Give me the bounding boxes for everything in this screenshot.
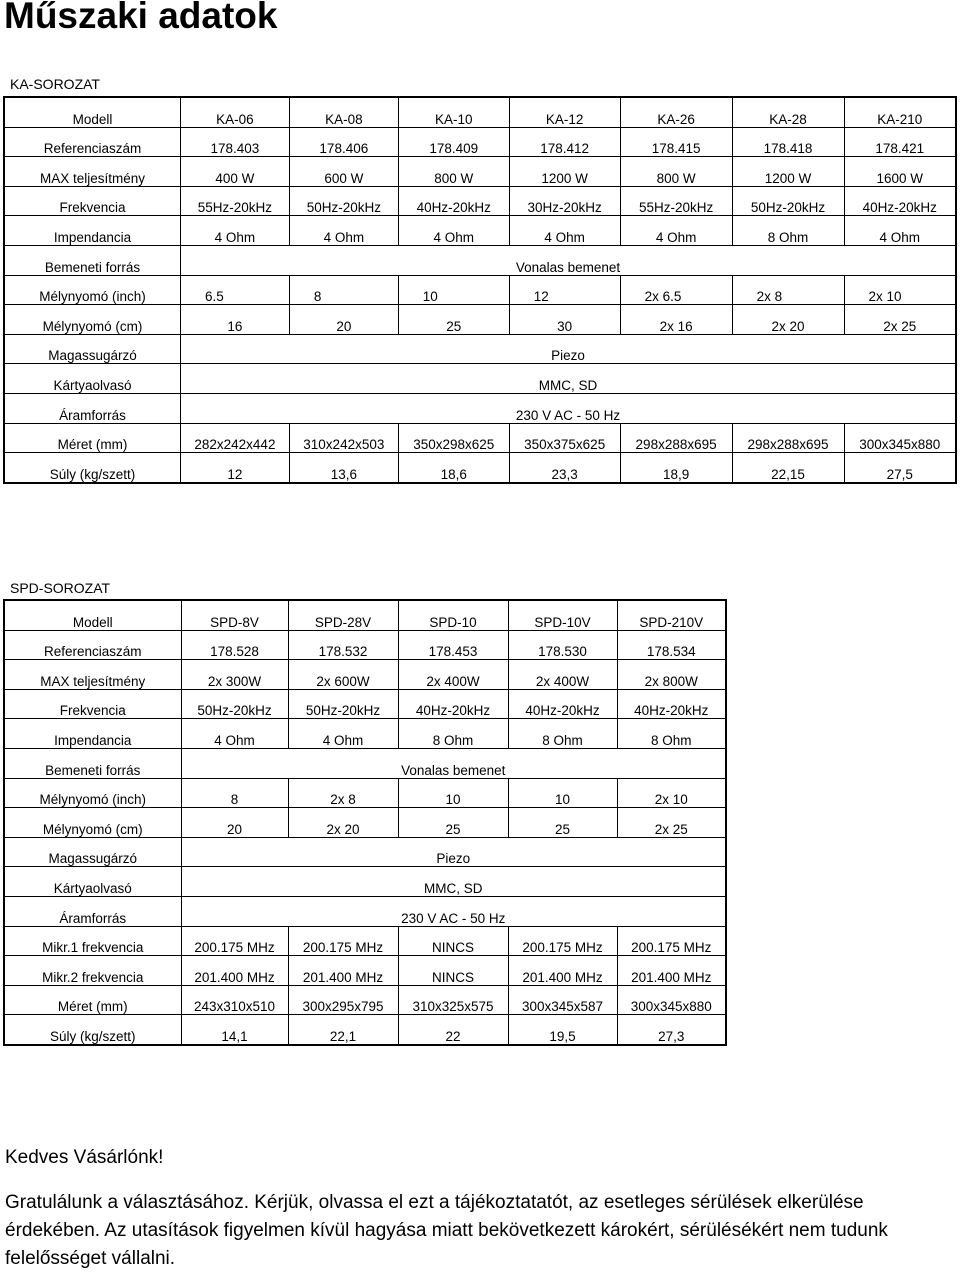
ka-series-label: KA-SOROZAT [10,76,100,92]
row-label: Bemeneti forrás [4,245,180,275]
value-cell: 178.453 [398,630,508,660]
value-cell: 40Hz-20kHz [617,689,726,719]
spd-row-max-teljesitmeny [4,660,726,690]
row-label: Méret (mm) [4,423,180,453]
value-cell: 178.406 [289,127,398,157]
value-cell: 298x288x695 [620,423,732,453]
value-cell: 30Hz-20kHz [509,186,620,216]
spd-row-kartyaolvaso [4,867,726,897]
value-cell: 4 Ohm [181,719,288,749]
value-cell: 22,1 [288,1015,398,1045]
value-cell: KA-08 [289,97,398,127]
row-label: MAX teljesítmény [4,157,180,187]
ka-row-referenciaszam [4,127,956,157]
row-label: Mélynyomó (inch) [4,778,181,808]
row-label: Kártyaolvasó [4,867,181,897]
value-cell: KA-12 [509,97,620,127]
ka-row-frekvencia [4,186,956,216]
value-cell: 4 Ohm [398,216,509,246]
value-cell: NINCS [398,956,508,986]
value-cell: 2x 800W [617,660,726,690]
value-cell: 10 [398,275,509,305]
value-cell: 40Hz-20kHz [398,186,509,216]
ka-row-aramforras [4,393,956,423]
value-cell: 300x345x880 [617,985,726,1015]
value-cell: 14,1 [181,1015,288,1045]
ka-row-kartyaolvaso [4,364,956,394]
row-label: Referenciaszám [4,127,180,157]
value-cell: KA-06 [180,97,289,127]
row-label: Modell [72,614,113,630]
value-cell: 2x 20 [732,305,844,335]
value-cell: 800 W [620,157,732,187]
spd-row-mikr-1-frekvencia [4,926,726,956]
ka-row-impendancia [4,216,956,246]
value-cell: 178.409 [398,127,509,157]
value-cell: 2x 6.5 [620,275,732,305]
value-cell: 8 Ohm [508,719,617,749]
row-label: Áramforrás [4,393,180,423]
ka-row-modell [4,97,956,127]
value-cell: 350x375x625 [509,423,620,453]
value-cell: 178.421 [844,127,956,157]
value-cell: 50Hz-20kHz [289,186,398,216]
row-label: MAX teljesítmény [4,660,181,690]
value-cell: 201.400 MHz [181,956,288,986]
value-cell: 2x 400W [398,660,508,690]
value-cell: 2x 25 [617,808,726,838]
value-cell: 178.534 [617,630,726,660]
value-cell: KA-26 [620,97,732,127]
merged-value-cell: MMC, SD [181,867,726,897]
value-cell: SPD-28V [288,600,398,630]
row-label: Mikr.1 frekvencia [4,926,181,956]
value-cell: 13,6 [289,453,398,483]
spd-row-melynyomo-cm [4,808,726,838]
value-cell: 8 [181,778,288,808]
value-cell: 12 [509,275,620,305]
value-cell: 2x 400W [508,660,617,690]
value-cell: 50Hz-20kHz [288,689,398,719]
value-cell: 22 [398,1015,508,1045]
value-cell: 18,9 [620,453,732,483]
value-cell: 800 W [398,157,509,187]
value-cell: 10 [398,778,508,808]
row-label: Súly (kg/szett) [4,1015,181,1045]
value-cell: 243x310x510 [181,985,288,1015]
value-cell: 8 Ohm [732,216,844,246]
value-cell: 178.412 [509,127,620,157]
value-cell: 27,3 [617,1015,726,1045]
spd-row-frekvencia [4,689,726,719]
value-cell: 27,5 [844,453,956,483]
value-cell: 22,15 [732,453,844,483]
value-cell: 300x345x880 [844,423,956,453]
value-cell: 23,3 [509,453,620,483]
row-label: Méret (mm) [4,985,181,1015]
row-label: Mikr.2 frekvencia [4,956,181,986]
value-cell: 55Hz-20kHz [620,186,732,216]
value-cell: 4 Ohm [509,216,620,246]
value-cell: 2x 10 [617,778,726,808]
value-cell: 4 Ohm [288,719,398,749]
value-cell: 20 [289,305,398,335]
value-cell: 25 [508,808,617,838]
value-cell: 40Hz-20kHz [398,689,508,719]
greeting-text: Kedves Vásárlónk! [5,1147,164,1168]
value-cell: 178.528 [181,630,288,660]
instructions-paragraph: Gratulálunk a választásához. Kérjük, olvassa el ezt a tájékoztatatót, az esetleges sérülések elkerülése érdekében. Az utasítások figyelmen kívül hagyása miatt bekövetkezett károkért, sérülésékért nem tudunk felelősséget vállalni. [5,1192,888,1269]
value-cell: 2x 8 [288,778,398,808]
value-cell: 2x 300W [181,660,288,690]
value-cell: 201.400 MHz [288,956,398,986]
value-cell: 201.400 MHz [617,956,726,986]
value-cell: 300x295x795 [288,985,398,1015]
row-label: Magassugárzó [4,837,181,867]
value-cell: 4 Ohm [844,216,956,246]
value-cell: 298x288x695 [732,423,844,453]
merged-value-cell: 230 V AC - 50 Hz [180,393,956,423]
value-cell: 10 [508,778,617,808]
spd-spec-table [3,599,727,1046]
value-cell: 50Hz-20kHz [732,186,844,216]
row-label: Kártyaolvasó [4,364,180,394]
value-cell: 4 Ohm [620,216,732,246]
row-label: Modell [72,111,113,127]
ka-spec-table [3,96,957,484]
row-label: Bemeneti forrás [4,748,181,778]
row-label: Magassugárzó [4,334,180,364]
ka-row-suly-kg-szett [4,453,956,483]
spd-row-suly-kg-szett [4,1015,726,1045]
value-cell: 12 [180,453,289,483]
value-cell: 19,5 [508,1015,617,1045]
row-label: Mélynyomó (cm) [4,305,180,335]
value-cell: 6.5 [180,275,289,305]
value-cell: 2x 25 [844,305,956,335]
spd-row-referenciaszam [4,630,726,660]
value-cell: 2x 8 [732,275,844,305]
spd-row-magassugarzo [4,837,726,867]
value-cell: 178.530 [508,630,617,660]
merged-value-cell: Piezo [180,334,956,364]
value-cell: 55Hz-20kHz [180,186,289,216]
value-cell: 18,6 [398,453,509,483]
value-cell: 2x 10 [844,275,956,305]
row-label: Súly (kg/szett) [4,453,180,483]
spd-row-impendancia [4,719,726,749]
row-label: Frekvencia [4,689,181,719]
page-title: Műszaki adatok [4,0,278,36]
value-cell: SPD-10 [398,600,508,630]
value-cell: 200.175 MHz [617,926,726,956]
ka-row-melynyomo-inch [4,275,956,305]
ka-row-max-teljesitmeny [4,157,956,187]
value-cell: KA-28 [732,97,844,127]
ka-row-melynyomo-cm [4,305,956,335]
value-cell: SPD-210V [617,600,726,630]
spd-row-melynyomo-inch [4,778,726,808]
value-cell: 50Hz-20kHz [181,689,288,719]
merged-value-cell: Vonalas bemenet [181,748,726,778]
value-cell: 4 Ohm [180,216,289,246]
value-cell: 20 [181,808,288,838]
row-label: Mélynyomó (cm) [4,808,181,838]
value-cell: 30 [509,305,620,335]
merged-value-cell: Piezo [181,837,726,867]
merged-value-cell: Vonalas bemenet [180,245,956,275]
merged-value-cell: MMC, SD [180,364,956,394]
spd-row-meret-mm [4,985,726,1015]
row-label: Impendancia [4,719,181,749]
spd-row-mikr-2-frekvencia [4,956,726,986]
value-cell: 300x345x587 [508,985,617,1015]
value-cell: 1600 W [844,157,956,187]
value-cell: 178.403 [180,127,289,157]
value-cell: 25 [398,305,509,335]
value-cell: 40Hz-20kHz [508,689,617,719]
value-cell: KA-10 [398,97,509,127]
value-cell: 282x242x442 [180,423,289,453]
value-cell: 178.418 [732,127,844,157]
spd-row-aramforras [4,896,726,926]
value-cell: 40Hz-20kHz [844,186,956,216]
row-label: Mélynyomó (inch) [4,275,180,305]
value-cell: 2x 16 [620,305,732,335]
row-label: Referenciaszám [4,630,181,660]
ka-row-bemeneti-forras [4,245,956,275]
value-cell: 2x 20 [288,808,398,838]
value-cell: 200.175 MHz [508,926,617,956]
value-cell: 4 Ohm [289,216,398,246]
value-cell: 8 Ohm [398,719,508,749]
row-label: Áramforrás [4,896,181,926]
spd-series-label: SPD-SOROZAT [10,580,111,596]
value-cell: 1200 W [732,157,844,187]
value-cell: 178.415 [620,127,732,157]
value-cell: 25 [398,808,508,838]
value-cell: 178.532 [288,630,398,660]
value-cell: 1200 W [509,157,620,187]
value-cell: SPD-8V [181,600,288,630]
row-label: Frekvencia [4,186,180,216]
merged-value-cell: 230 V AC - 50 Hz [181,896,726,926]
value-cell: 16 [180,305,289,335]
value-cell: 200.175 MHz [288,926,398,956]
value-cell: 400 W [180,157,289,187]
value-cell: SPD-10V [508,600,617,630]
row-label: Impendancia [4,216,180,246]
value-cell: KA-210 [844,97,956,127]
value-cell: 8 [289,275,398,305]
ka-row-meret-mm [4,423,956,453]
value-cell: 8 Ohm [617,719,726,749]
value-cell: 201.400 MHz [508,956,617,986]
value-cell: 310x325x575 [398,985,508,1015]
value-cell: NINCS [398,926,508,956]
value-cell: 2x 600W [288,660,398,690]
value-cell: 600 W [289,157,398,187]
spd-row-bemeneti-forras [4,748,726,778]
value-cell: 200.175 MHz [181,926,288,956]
value-cell: 350x298x625 [398,423,509,453]
ka-row-magassugarzo [4,334,956,364]
spd-row-modell [4,600,726,630]
value-cell: 310x242x503 [289,423,398,453]
